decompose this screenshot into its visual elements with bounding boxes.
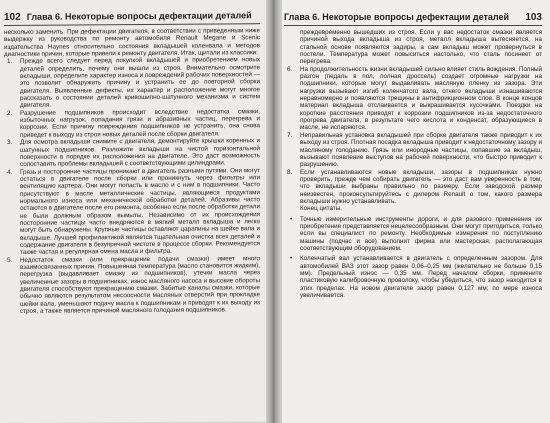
right-page-header [284, 10, 542, 24]
list-item [4, 137, 260, 168]
left-page-body [4, 27, 260, 315]
left-page [0, 0, 270, 423]
item-text: Прежде всего следует перед покупкой вкладышей и приобретением новых деталей определить, почему они вышли из строя. Внимательно осмотрите вкладыши, определите характер износа и повреждений рабочих поверхностей — это позволит обнаружить причину и устранить ее до повторной сборки двигателя. Выявленные дефекты, их характер и расположение могут многое рассказать о состоянии деталей кривошипно-шатунного механизма и систем двигателя. [20, 56, 260, 110]
bullet-dot-icon: • [290, 215, 293, 223]
item-number: 3. [7, 139, 13, 147]
item-text: На продолжительность жизни вкладышей сильно влияет стиль вождения. Полный разгон (педаль в пол, полная дроссель) создает огромные нагрузки на подшипники, которые могут выдавливать масляную пленку из зазора. Эти нагрузки вызывают изгиб коленчатого вала, отчего вкладыши изнашиваются неравномерно и появляются трещины в антифрикционном слое. В конце концов материал вкладыша отслаивается и выкрашивается кусочками. Поездки на короткие расстояния приводят к коррозии подшипников из-за недостаточного прогрева двигателя, в результате чего кислота и конденсат, образующиеся в масле, не испаряются. [300, 65, 542, 132]
list-item [4, 167, 260, 257]
right-page-body [284, 29, 542, 299]
page-number: 102 [4, 11, 21, 23]
item-number: 5. [7, 256, 13, 264]
intro-paragraph: преждевременно вышедших из строя. Если у вас недостаток смазки является причиной выхода вкладыша из строя, металл вкладыша вытесняется, на стальной основе появляются задиры, а сам вкладыш может провернуться в постели. Температура может повыситься настолько, что сталь посинеет от перегрева. [300, 29, 542, 66]
right-page [278, 0, 550, 423]
item-number: 6. [287, 65, 293, 73]
header-rule [284, 25, 542, 26]
item-text: Для осмотра вкладыши снимите с двигателя, демонтируйте крышки коренных и шатунных подшипников. Разложите вкладыши на чистой горизонтальной поверхности в порядке их расположения на двигателе. Это даст возможность сопоставить проблемы вкладышей с соответствующими цилиндрами. [20, 137, 260, 169]
item-text: Если устанавливаются новые вкладыши, зазоры в подшипниках нужно проверить, прежде чем собирать двигатель — это даст вам уверенность в том, что вкладыши выбраны правильно по размеру. Если заводской размер неизвестен, проконсультируйтесь с дилером Renault о том, какого размера вкладыши нужно устанавливать. [300, 168, 542, 205]
chapter-title: Глава 6. Некоторые вопросы дефектации деталей [284, 12, 510, 22]
bullet-item [284, 216, 542, 253]
list-item [4, 57, 260, 110]
list-item [4, 255, 260, 316]
item-text: Неправильная установка вкладышей при сборке двигателя также приводит к их выходу из строя. Плотная посадка вкладыша приводит к недостаточному зазору и масляному голоданию. Грязь или инородные частицы, попавшие за вкладыш, вызывают появление выступов на рабочей поверхности, что быстро приводит к разрушению. [300, 131, 542, 169]
end-quote-note: Конец цитаты. [300, 205, 342, 213]
bullet-text: Коленчатый вал устанавливается в двигатель с определенным зазором. Для автомобилей ВАЗ этот зазор равен 0,06–0,25 мм (желательно не больше 0,15 мм). Предельный износ — 0,35 мм. Перед началом сборки, примените пластиковую калибровочную проволоку, чтобы убедиться, что зазор находится в этих пределах. На новом двигателе зазор равен 0,127 мм; по мере износа увеличивается. [300, 255, 542, 300]
chapter-title: Глава 6. Некоторые вопросы дефектации деталей [26, 10, 252, 22]
list-item [4, 108, 260, 139]
item-text: Грязь и посторонние частицы проникают в двигатель разными путями. Они могут остаться в двигателе после сборки или проникнуть через фильтры или вентиляцию картера. Они могут попасть в масло и с ним в подшипники. Часто присутствуют в масле металлические частицы, являющиеся продуктами нормального износа или механической обработки деталей. Абразивы часто остаются в двигателе после его ремонта, особенно если после обработки детали не были должным образом вымыты. Независимо от их происхождения посторонние частицы часто внедряются в мягкий металл вкладыша и легко могут быть обнаружены. Крупные частицы оставляют царапины на шейке вала и вкладыше. Лучшей профилактикой является тщательная очистка всех деталей и содержание двигателя в безупречной чистоте в процессе сборки. Рекомендуется также частая и регулярная смена масла и фильтра. [20, 166, 260, 257]
bullet-dot-icon: • [290, 255, 293, 263]
bullet-item [284, 255, 542, 299]
list-item [284, 66, 542, 132]
bullet-text: Точные измерительные инструменты дороги, и для разового применения их приобретение представляется нецелесообразным. Они могут пригодиться, только если вы специалист по ремонту. Необходимые измерения по поступлению машины (подчас и все) выполнит фирма или мастерская, располагающая соответствующим оборудованием. [300, 215, 542, 252]
item-text: Разрушение подшипников происходит вследствие недостатка смазки, избыточных нагрузок, попадания грязи и абразивных частиц, перегрева и коррозии. Если причину повреждения подшипников не устранить, она снова приведет к выходу из строя новых деталей после сборки двигателя. [20, 107, 260, 139]
book-gutter [266, 0, 282, 423]
item-number: 7. [287, 131, 293, 139]
item-number: 1. [7, 58, 13, 66]
item-number: 2. [7, 109, 13, 117]
item-number: 4. [7, 168, 13, 176]
list-item [284, 169, 542, 206]
list-item [284, 132, 542, 169]
left-page-header [4, 8, 260, 24]
intro-paragraph: несколько заменить. При дефектации двигателя, в соответствии с приведенным ниже выдержку из руководства по ремонту автомобиля Renault Megane и Scenic издательства Haynes относительно состояния вкладышей коленвала и методов диагностики причин, которые привели к ремонту двигателя. Итак, щитали из классики: [4, 27, 260, 59]
item-number: 8. [287, 168, 293, 176]
page-number: 103 [525, 11, 542, 23]
item-text: Недостаток смазки (или прекращение подачи смазки) имеет много взаимосвязанных причин. Повышенная температура (масло становится жидким), перегрузка (выдавливает смазку из подшипников), утечки масла через увеличенные зазоры в подшипниках, износ масляного насоса и высокие обороты двигателя способствуют прекращению смазки. Забитые каналы смазки, которые обычно являются результатом несоосности масляных отверстий при прокладке шейки вала, уменьшают подачу масла к подшипникам и приводят к их выходу из строя, а также является причиной масляного голодания подшипников. [20, 254, 260, 315]
